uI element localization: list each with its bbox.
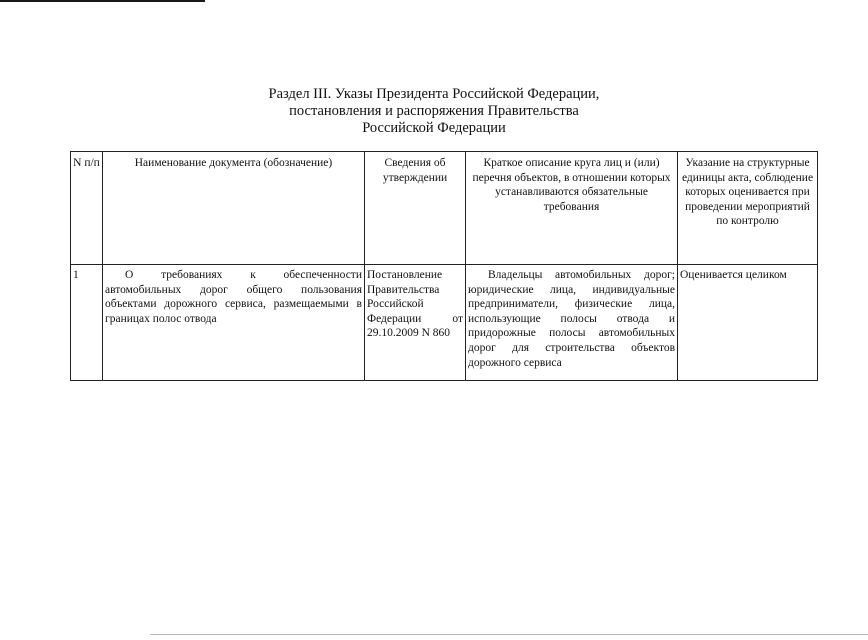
section-title [0, 86, 868, 137]
table-header-row [71, 152, 818, 265]
requirements-table [70, 151, 818, 381]
header-approval-info: Сведения об утверждении [365, 152, 466, 265]
table-row [71, 265, 818, 381]
cell-number: 1 [71, 265, 103, 381]
header-number: N п/п [71, 152, 103, 265]
cell-document-name: О требованиях к обеспеченности автомобильных дорог общего пользования объектами дорожного сервиса, размещаемыми в границах полос отвода [103, 265, 365, 381]
cell-approval-info: Постановление Правительства Российской Федерации от 29.10.2009 N 860 [365, 265, 466, 381]
scan-edge-bottom [150, 634, 868, 635]
cell-persons-description: Владельцы автомобильных дорог; юридические лица, индивидуальные предприниматели, физические лица, использующие полосы отвода и придорожные полосы автомобильных дорог для строительства объектов дорожного сервиса [466, 265, 678, 381]
section-title-line-3: Российской Федерации [362, 120, 506, 136]
header-document-name: Наименование документа (обозначение) [103, 152, 365, 265]
cell-structural-units: Оценивается целиком [678, 265, 818, 381]
section-title-line-2: постановления и распоряжения Правительства [289, 103, 579, 119]
scan-edge-top [0, 0, 205, 2]
header-structural-units: Указание на структурные единицы акта, соблюдение которых оценивается при проведении мероприятий по контролю [678, 152, 818, 265]
section-title-line-1: Раздел III. Указы Президента Российской Федерации, [268, 86, 600, 102]
header-persons-description: Краткое описание круга лиц и (или) перечня объектов, в отношении которых устанавливаются обязательные требования [466, 152, 678, 265]
